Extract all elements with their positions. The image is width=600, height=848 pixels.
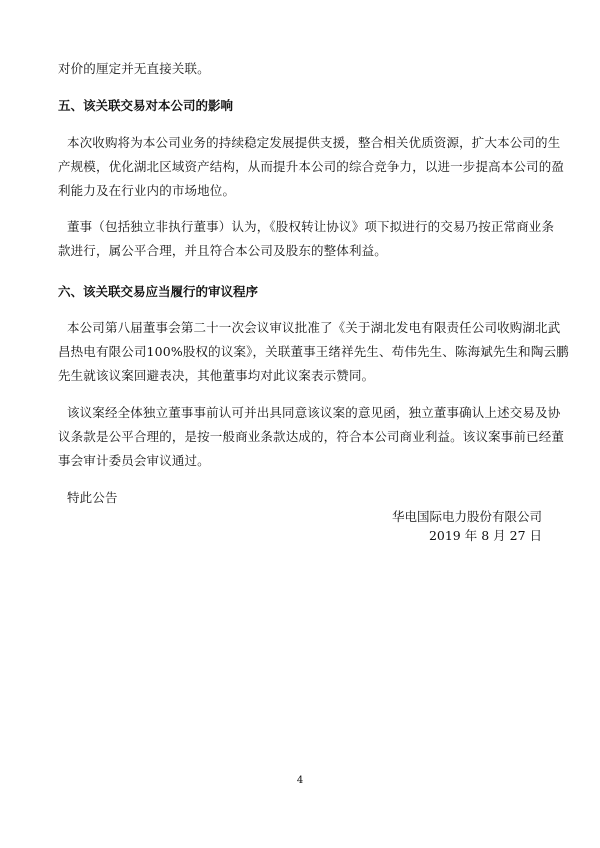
paragraph-line: 该议案经全体独立董事事前认可并出具同意该议案的意见函，独立董事确认上述交易及协 — [67, 405, 561, 420]
paragraph-line: 产规模，优化湖北区域资产结构，从而提升本公司的综合竞争力，以进一步提高本公司的盈 — [58, 159, 565, 174]
paragraph-line: 昌热电有限公司100%股权的议案》，关联董事王绪祥先生、苟伟先生、陈海斌先生和陶云鹏 — [58, 344, 569, 359]
paragraph-line: 本次收购将为本公司业务的持续稳定发展提供支援，整合相关优质资源，扩大本公司的生 — [67, 135, 561, 150]
paragraph-line: 董事（包括独立非执行董事）认为，《股权转让协议》项下拟进行的交易乃按正常商业条 — [67, 219, 555, 234]
signature-company: 华电国际电力股份有限公司 — [391, 509, 542, 524]
page-number: 4 — [296, 775, 304, 786]
paragraph-line: 事会审计委员会审议通过。 — [58, 453, 210, 468]
closing-text: 特此公告 — [67, 490, 118, 505]
paragraph-line: 议条款是公平合理的，是按一般商业条款达成的，符合本公司商业利益。该议案事前已经董 — [58, 429, 565, 444]
section-heading-5: 五、该关联交易对本公司的影响 — [58, 98, 234, 113]
paragraph-line: 对价的厘定并无直接关联。 — [58, 61, 210, 76]
paragraph-line: 款进行，属公平合理，并且符合本公司及股东的整体利益。 — [58, 243, 387, 258]
paragraph-line: 本公司第八届董事会第二十一次会议审议批准了《关于湖北发电有限责任公司收购湖北武 — [67, 320, 561, 335]
paragraph-line: 先生就该议案回避表决，其他董事均对此议案表示赞同。 — [58, 368, 375, 383]
paragraph-line: 利能力及在行业内的市场地位。 — [58, 183, 236, 198]
section-heading-6: 六、该关联交易应当履行的审议程序 — [58, 284, 259, 299]
signature-date: 2019 年 8 月 27 日 — [428, 528, 542, 543]
